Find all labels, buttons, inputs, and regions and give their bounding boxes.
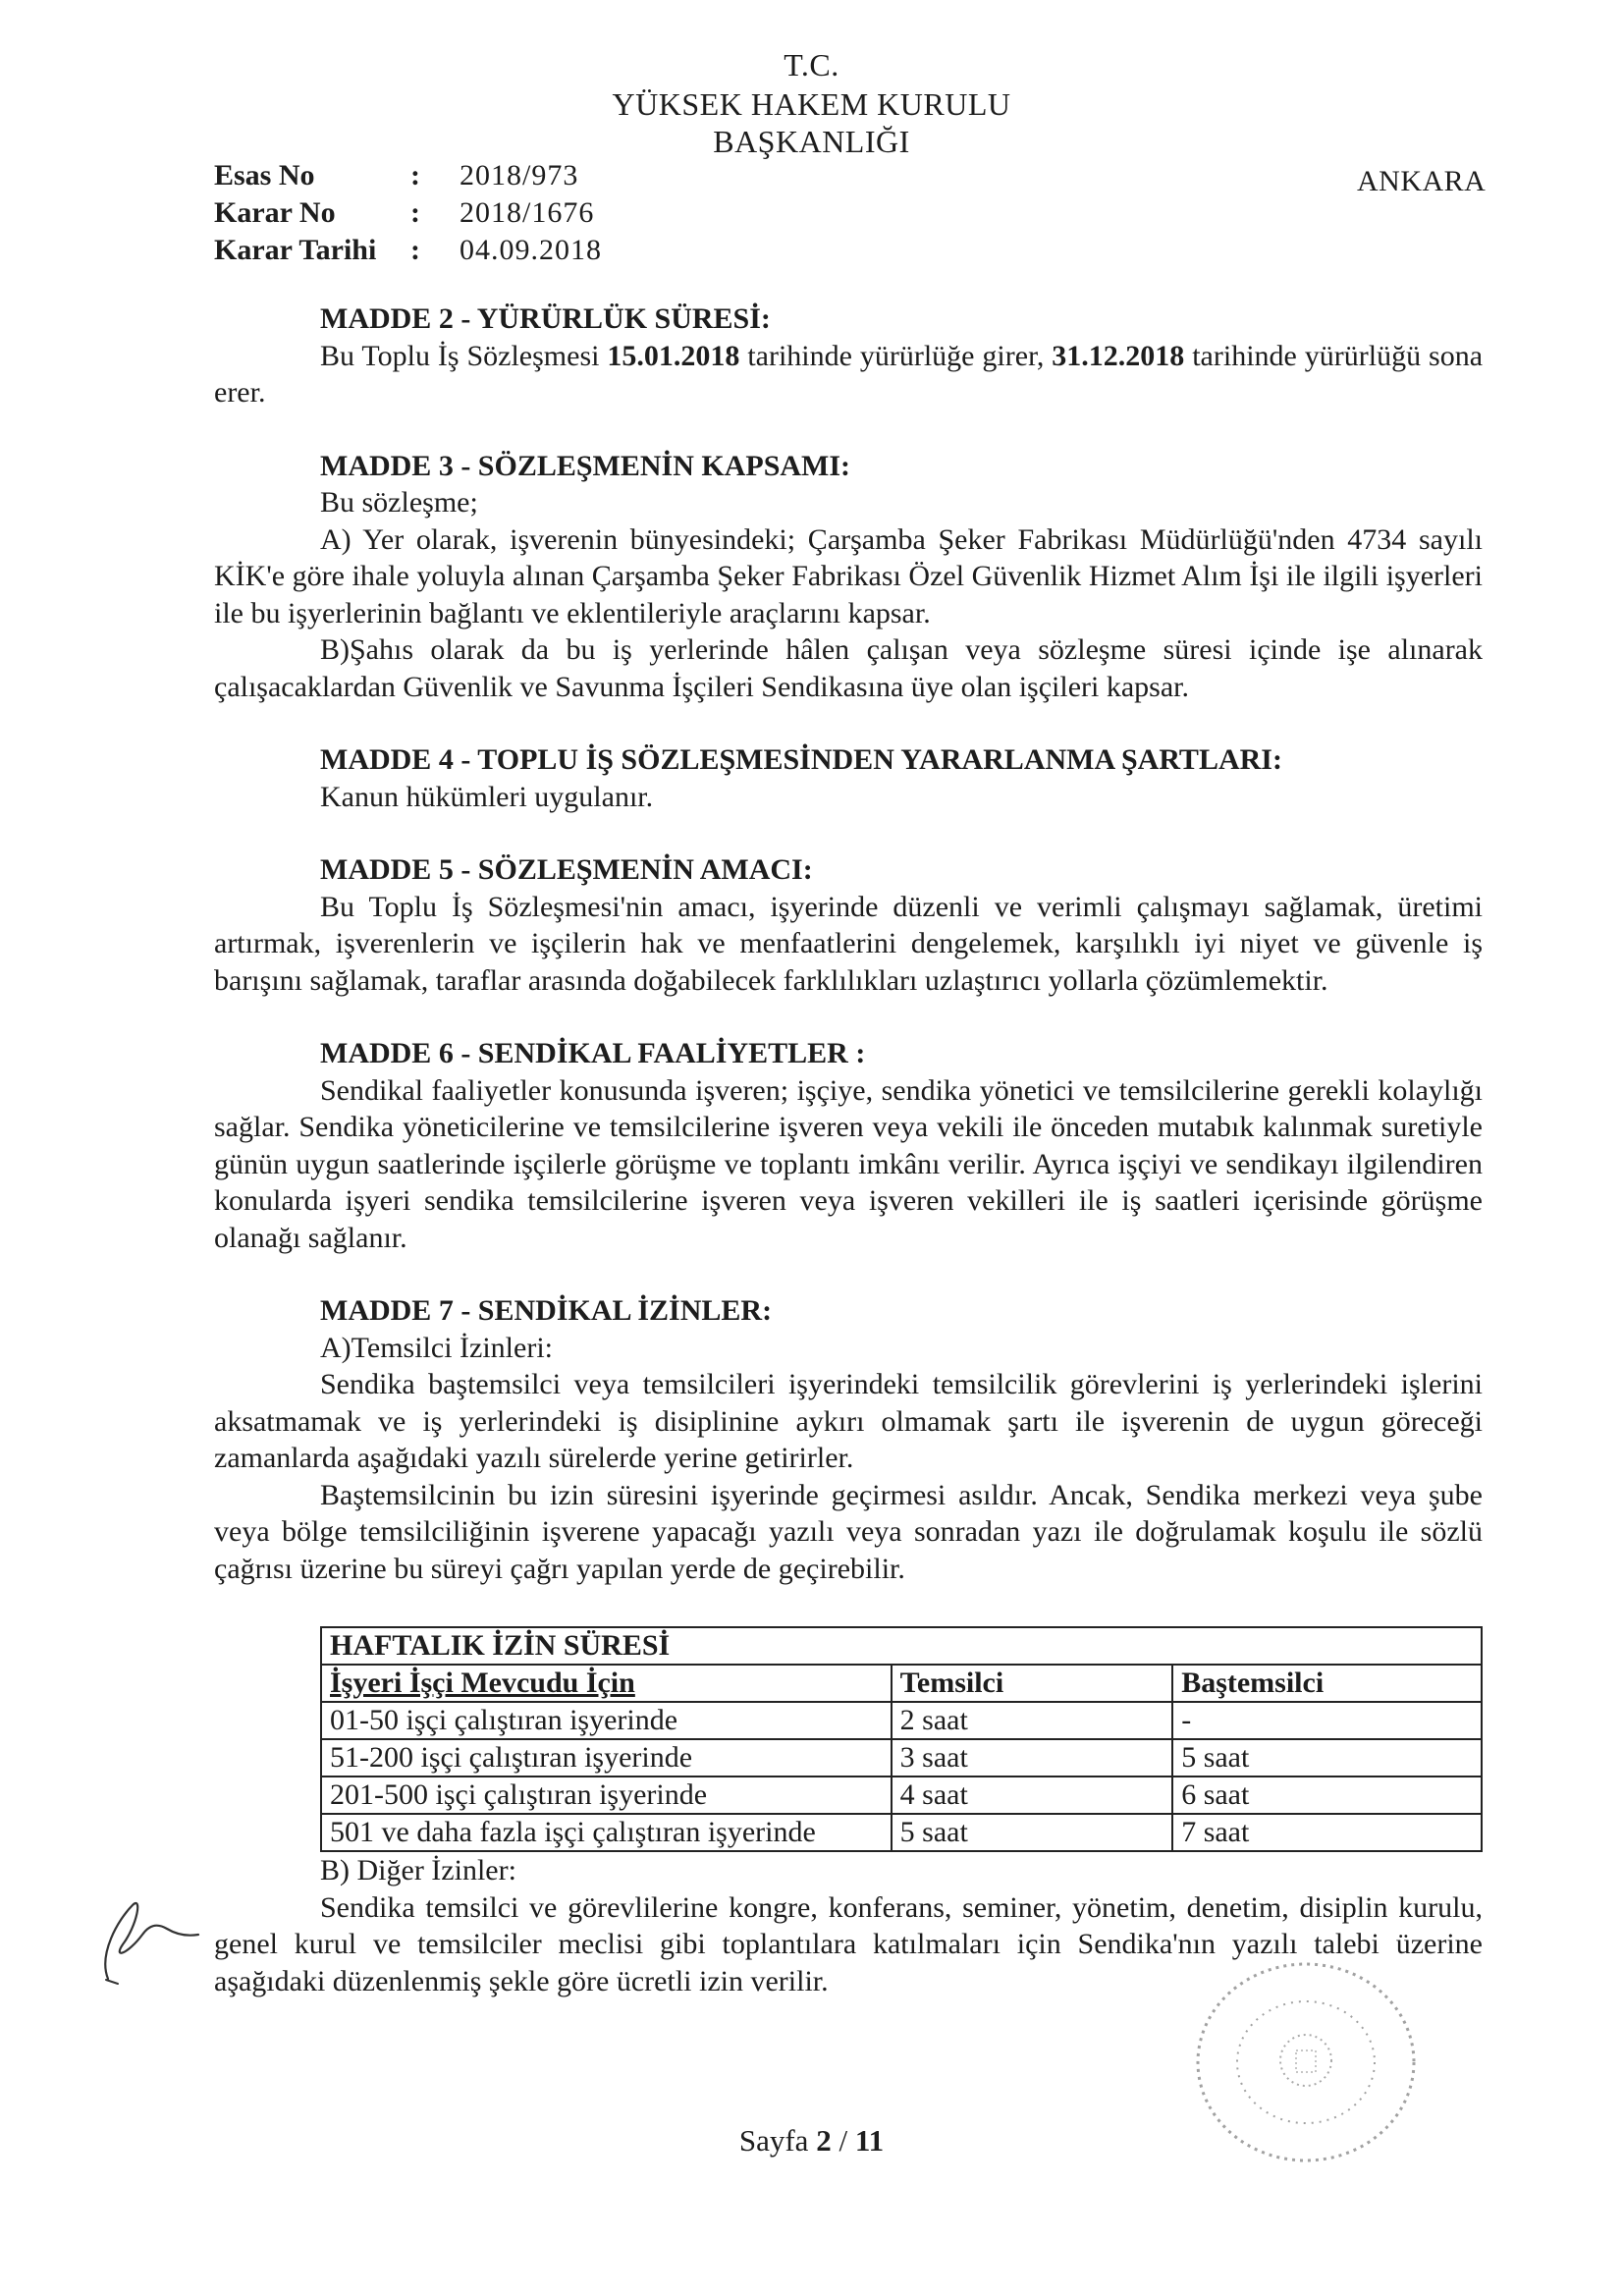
weekly-leave-table xyxy=(320,1626,1483,1852)
table-cell: 5 saat xyxy=(1172,1739,1482,1777)
meta-value: 2018/973 xyxy=(460,159,579,191)
table-cell: 501 ve daha fazla işçi çalıştıran işyerinde xyxy=(321,1814,892,1851)
madde7-a-title: A)Temsilci İzinleri: xyxy=(320,1331,553,1364)
table-cell: 2 saat xyxy=(892,1702,1173,1739)
madde3-heading: MADDE 3 - SÖZLEŞMENİN KAPSAMI: xyxy=(320,449,851,482)
table-cell: 7 saat xyxy=(1172,1814,1482,1851)
handwritten-signature xyxy=(88,1886,206,1994)
madde4-text: Kanun hükümleri uygulanır. xyxy=(320,780,654,813)
table-cell: 4 saat xyxy=(892,1777,1173,1814)
header-line-institution: YÜKSEK HAKEM KURULU xyxy=(612,86,1011,122)
meta-value: 04.09.2018 xyxy=(460,234,602,266)
table-cell: 01-50 işçi çalıştıran işyerinde xyxy=(321,1702,892,1739)
meta-value: 2018/1676 xyxy=(460,196,595,229)
madde6-text: Sendikal faaliyetler konusunda işveren; işçiye, sendika yönetici ve temsilcilerine gerekli kolaylığı sağlar. Sendika yöneticilerine ve temsilcilerine işveren veya vekili ile önceden mutabık kalınmak suretiyle günün uygun saatlerinde işçilerle görüşme ve toplantı imkânı verilir. Ayrıca işçiyi ve sendikayı ilgilendiren konularda işyeri sendika temsilcilerine işveren veya işveren vekilleri ile iş saatleri içerisinde görüşme olanağı sağlanır. xyxy=(214,1073,1483,1254)
meta-label: Karar Tarihi xyxy=(214,234,377,266)
madde7-a-p2: Baştemsilcinin bu izin süresini işyerinde geçirmesi asıldır. Ancak, Sendika merkezi veya şube veya bölge temsilciliğinin işverene yapacağı yazılı veya sonradan yazı ile doğrulamak koşulu ile sözlü çağrısı üzerine bu süreyi çağrı yapılan yerde de geçirebilir. xyxy=(214,1478,1483,1585)
table-header-row xyxy=(321,1665,1482,1702)
text-run: Bu Toplu İş Sözleşmesi xyxy=(320,339,608,372)
table-cell: - xyxy=(1172,1702,1482,1739)
spacer xyxy=(214,705,1483,741)
start-date: 15.01.2018 xyxy=(607,339,740,372)
text-run: tarihinde yürürlüğe girer, xyxy=(739,339,1053,372)
madde2-heading: MADDE 2 - YÜRÜRLÜK SÜRESİ: xyxy=(320,302,771,335)
case-meta xyxy=(214,157,602,269)
page-separator: / xyxy=(831,2123,855,2158)
meta-colon: : xyxy=(410,234,420,266)
header-line-tc: T.C. xyxy=(784,47,839,82)
header-text: İşyeri İşçi Mevcudu İçin xyxy=(330,1667,635,1699)
page-current: 2 xyxy=(816,2123,832,2158)
table-caption: HAFTALIK İZİN SÜRESİ xyxy=(321,1627,1482,1665)
table-row xyxy=(321,1702,1482,1739)
meta-tarih-row xyxy=(214,232,602,269)
meta-label: Esas No xyxy=(214,159,315,191)
column-header: Baştemsilci xyxy=(1172,1665,1482,1702)
madde6-heading: MADDE 6 - SENDİKAL FAALİYETLER : xyxy=(320,1037,866,1069)
meta-colon: : xyxy=(410,159,420,191)
table-row xyxy=(321,1814,1482,1851)
table-row xyxy=(321,1739,1482,1777)
meta-karar-row xyxy=(214,194,602,232)
madde7-b-text: Sendika temsilci ve görevlilerine kongre, konferans, seminer, yönetim, denetim, disiplin kurulu, genel kurul ve temsilciler meclisi gibi toplantılara katılmaları için Sendika'nın yazılı talebi üzerine aşağıdaki düzenlenmiş şekle göre ücretli izin verilir. xyxy=(214,1890,1483,1997)
page-footer xyxy=(0,2123,1623,2159)
document-body xyxy=(214,301,1483,1999)
madde3-item-a: A) Yer olarak, işverenin bünyesindeki; Çarşamba Şeker Fabrikası Müdürlüğü'nden 4734 sayılı KİK'e göre ihale yoluyla alınan Çarşamba Şeker Fabrikası Özel Güvenlik Hizmet Alım İşi ile ilgili işyerleri ile bu işyerlerinin bağlantı ve eklentileriyle araçlarını kapsar. xyxy=(214,522,1483,629)
spacer xyxy=(214,815,1483,851)
table-cell: 3 saat xyxy=(892,1739,1173,1777)
page-prefix: Sayfa xyxy=(738,2123,817,2158)
meta-esas-row xyxy=(214,157,602,194)
table-caption-row xyxy=(321,1627,1482,1665)
madde7-b-title: B) Diğer İzinler: xyxy=(320,1854,516,1886)
page-total: 11 xyxy=(854,2123,885,2158)
column-header xyxy=(321,1665,892,1702)
madde5-text: Bu Toplu İş Sözleşmesi'nin amacı, işyerinde düzenli ve verimli çalışmayı sağlamak, üretimi artırmak, işverenlerin ve işçilerin hak ve menfaatlerini dengelemek, karşılıklı iyi niyet ve güvenle iş barışını sağlamak, taraflar arasında doğabilecek farklılıkları uzlaştırıcı yollarla çözümlemektir. xyxy=(214,890,1483,997)
table-cell: 6 saat xyxy=(1172,1777,1482,1814)
madde5-heading: MADDE 5 - SÖZLEŞMENİN AMACI: xyxy=(320,853,813,886)
spacer xyxy=(214,1256,1483,1292)
madde2-text xyxy=(214,338,1483,411)
city-label: ANKARA xyxy=(1357,165,1487,197)
madde7-a-p1: Sendika baştemsilci veya temsilcileri işyerindeki temsilcilik görevlerini iş yerlerindeki işlerini aksatmamak ve iş yerlerindeki iş disiplinine aykırı olmamak şartı ile işverenin de uygun göreceği zamanlarda aşağıdaki yazılı sürelerde yerine getirirler. xyxy=(214,1368,1483,1474)
text-run: tarihinde yürürlüğü sona erer. xyxy=(214,339,1484,409)
end-date: 31.12.2018 xyxy=(1052,339,1185,372)
meta-label: Karar No xyxy=(214,196,336,229)
table-cell: 5 saat xyxy=(892,1814,1173,1851)
madde3-intro: Bu sözleşme; xyxy=(320,486,478,519)
header-line-office: BAŞKANLIĞI xyxy=(713,124,910,159)
spacer xyxy=(214,999,1483,1035)
spacer xyxy=(214,411,1483,448)
column-header: Temsilci xyxy=(892,1665,1173,1702)
madde3-item-b: B)Şahıs olarak da bu iş yerlerinde hâlen çalışan veya sözleşme süresi içinde işe alınarak çalışacaklardan Güvenlik ve Savunma İşçileri Sendikasına üye olan işçileri kapsar. xyxy=(214,633,1483,703)
madde4-heading: MADDE 4 - TOPLU İŞ SÖZLEŞMESİNDEN YARARLANMA ŞARTLARI: xyxy=(320,743,1282,776)
madde7-heading: MADDE 7 - SENDİKAL İZİNLER: xyxy=(320,1294,773,1327)
table-cell: 51-200 işçi çalıştıran işyerinde xyxy=(321,1739,892,1777)
table-cell: 201-500 işçi çalıştıran işyerinde xyxy=(321,1777,892,1814)
table-row xyxy=(321,1777,1482,1814)
meta-colon: : xyxy=(410,196,420,229)
